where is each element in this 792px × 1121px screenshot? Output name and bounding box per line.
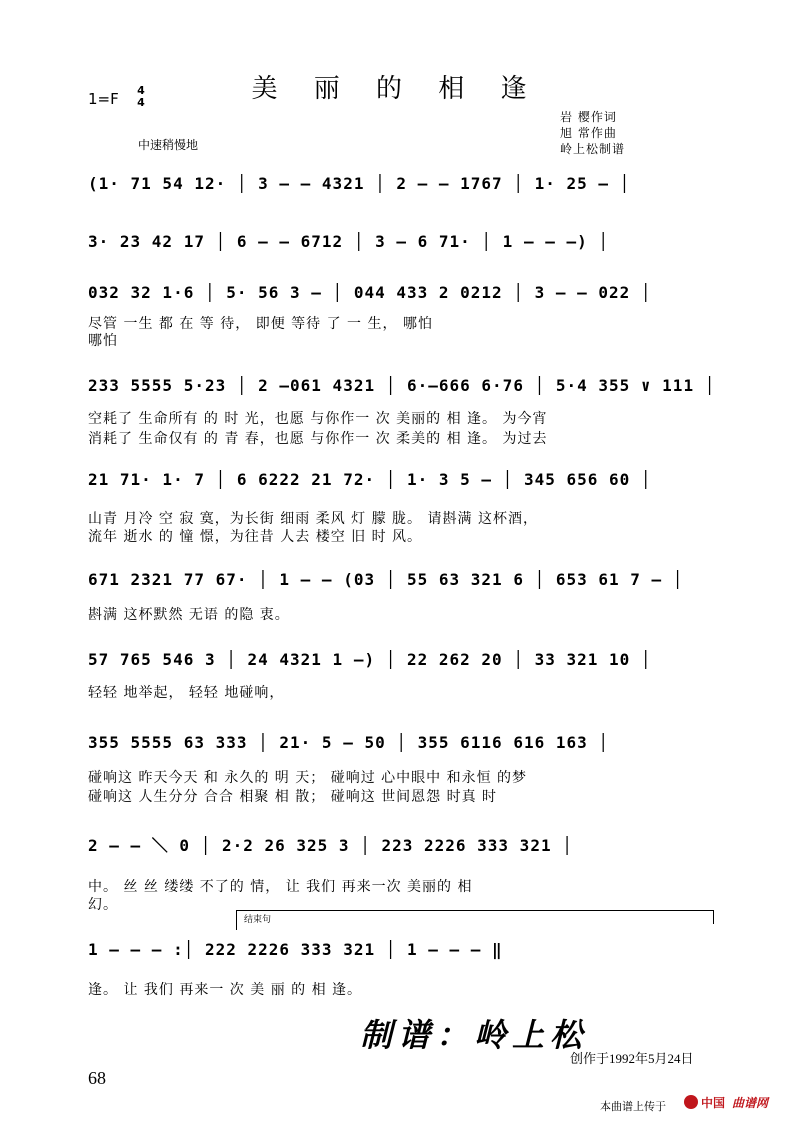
ending-label: 结束句: [244, 915, 272, 925]
system-8-lyric-2: 碰响这 人生分分 合合 相聚 相 散； 碰响这 世间恩怨 时真 时: [88, 789, 498, 805]
system-4-notes: 233 5555 5·23 │ 2 –061 4321 │ 6·–666 6·76 │ 5·4 355 ∨ 111 │: [88, 376, 716, 395]
system-7-lyric-1: 轻轻 地举起， 轻轻 地碰响，: [88, 685, 285, 701]
key-signature: 1=F: [88, 90, 119, 108]
system-2-notes: 3· 23 42 17 │ 6 – – 6712 │ 3 – 6 71· │ 1 – – –) │: [88, 232, 610, 251]
system-5-notes: 21 71· 1· 7 │ 6 6222 21 72· │ 1· 3 5 – │ 345 656 60 │: [88, 470, 652, 489]
site-logo[interactable]: [684, 1094, 784, 1112]
time-signature: [134, 85, 148, 109]
logo-text-1: 中国: [701, 1096, 726, 1110]
ending-bracket-right: [713, 910, 714, 924]
lyricist-credit: 岩 樱作词: [560, 110, 617, 124]
system-8-lyric-1: 碰响这 昨天今天 和 永久的 明 天； 碰响过 心中眼中 和永恒 的梦: [88, 770, 528, 786]
ending-bracket-left: [236, 910, 237, 930]
system-7-notes: 57 765 546 3 │ 24 4321 1 –) │ 22 262 20 │ 33 321 10 │: [88, 650, 652, 669]
song-title: 美 丽 的 相 逢: [251, 74, 541, 104]
page-number: 68: [88, 1068, 106, 1088]
tempo-marking: 中速稍慢地: [138, 138, 199, 152]
upload-note: 本曲谱上传于: [600, 1100, 666, 1113]
system-1-notes: (1· 71 54 12· │ 3 – – 4321 │ 2 – – 1767 │ 1· 25 – │: [88, 174, 631, 193]
system-5-lyric-2: 流年 逝水 的 憧 憬，为往昔 人去 楼空 旧 时 风。: [88, 529, 423, 545]
system-6-notes: 671 2321 77 67· │ 1 – – (03 │ 55 63 321 6 │ 653 61 7 – │: [88, 570, 684, 589]
logo-text-2: 曲谱网: [732, 1096, 769, 1110]
transcriber-credit: 岭上松制谱: [560, 142, 626, 156]
composition-date: 创作于1992年5月24日: [570, 1051, 694, 1066]
system-6-lyric-1: 斟满 这杯默然 无语 的隐 衷。: [88, 607, 290, 623]
transcriber-signature: 制谱：岭上松: [360, 1016, 589, 1054]
system-4-lyric-1: 空耗了 生命所有 的 时 光，也愿 与你作一 次 美丽的 相 逢。 为今宵: [88, 411, 548, 427]
system-3-notes: 032 32 1·6 │ 5· 56 3 – │ 044 433 2 0212 │ 3 – – 022 │: [88, 283, 652, 302]
composer-credit: 旭 常作曲: [560, 126, 617, 140]
system-4-lyric-2: 消耗了 生命仅有 的 青 春，也愿 与你作一 次 柔美的 相 逢。 为过去: [88, 431, 548, 447]
system-3-lyric-1: 尽管 一生 都 在 等 待， 即便 等待 了 一 生， 哪怕: [88, 316, 433, 332]
system-9-lyric-1: 中。 丝 丝 缕缕 不了的 情， 让 我们 再来一次 美丽的 相: [88, 879, 473, 895]
system-10-notes: 1 – – – :│ 222 2226 333 321 │ 1 – – – ‖: [88, 940, 503, 959]
system-10-lyric-1: 逢。 让 我们 再来一 次 美 丽 的 相 逢。: [88, 982, 363, 998]
system-9-lyric-2: 幻。: [88, 897, 118, 913]
system-3-lyric-2: 哪怕: [88, 333, 118, 349]
time-signature-bottom: 4: [137, 96, 145, 109]
system-8-notes: 355 5555 63 333 │ 21· 5 – 50 │ 355 6116 616 163 │: [88, 733, 610, 752]
system-9-notes: 2 – – ＼ 0 │ 2·2 26 325 3 │ 223 2226 333 321 │: [88, 836, 573, 855]
logo-mark-icon: [684, 1095, 698, 1109]
time-signature-top: 4: [137, 84, 145, 97]
ending-bracket-top: [236, 910, 714, 911]
system-5-lyric-1: 山青 月冷 空 寂 寞，为长街 细雨 柔风 灯 朦 胧。 请斟满 这杯酒，: [88, 511, 538, 527]
